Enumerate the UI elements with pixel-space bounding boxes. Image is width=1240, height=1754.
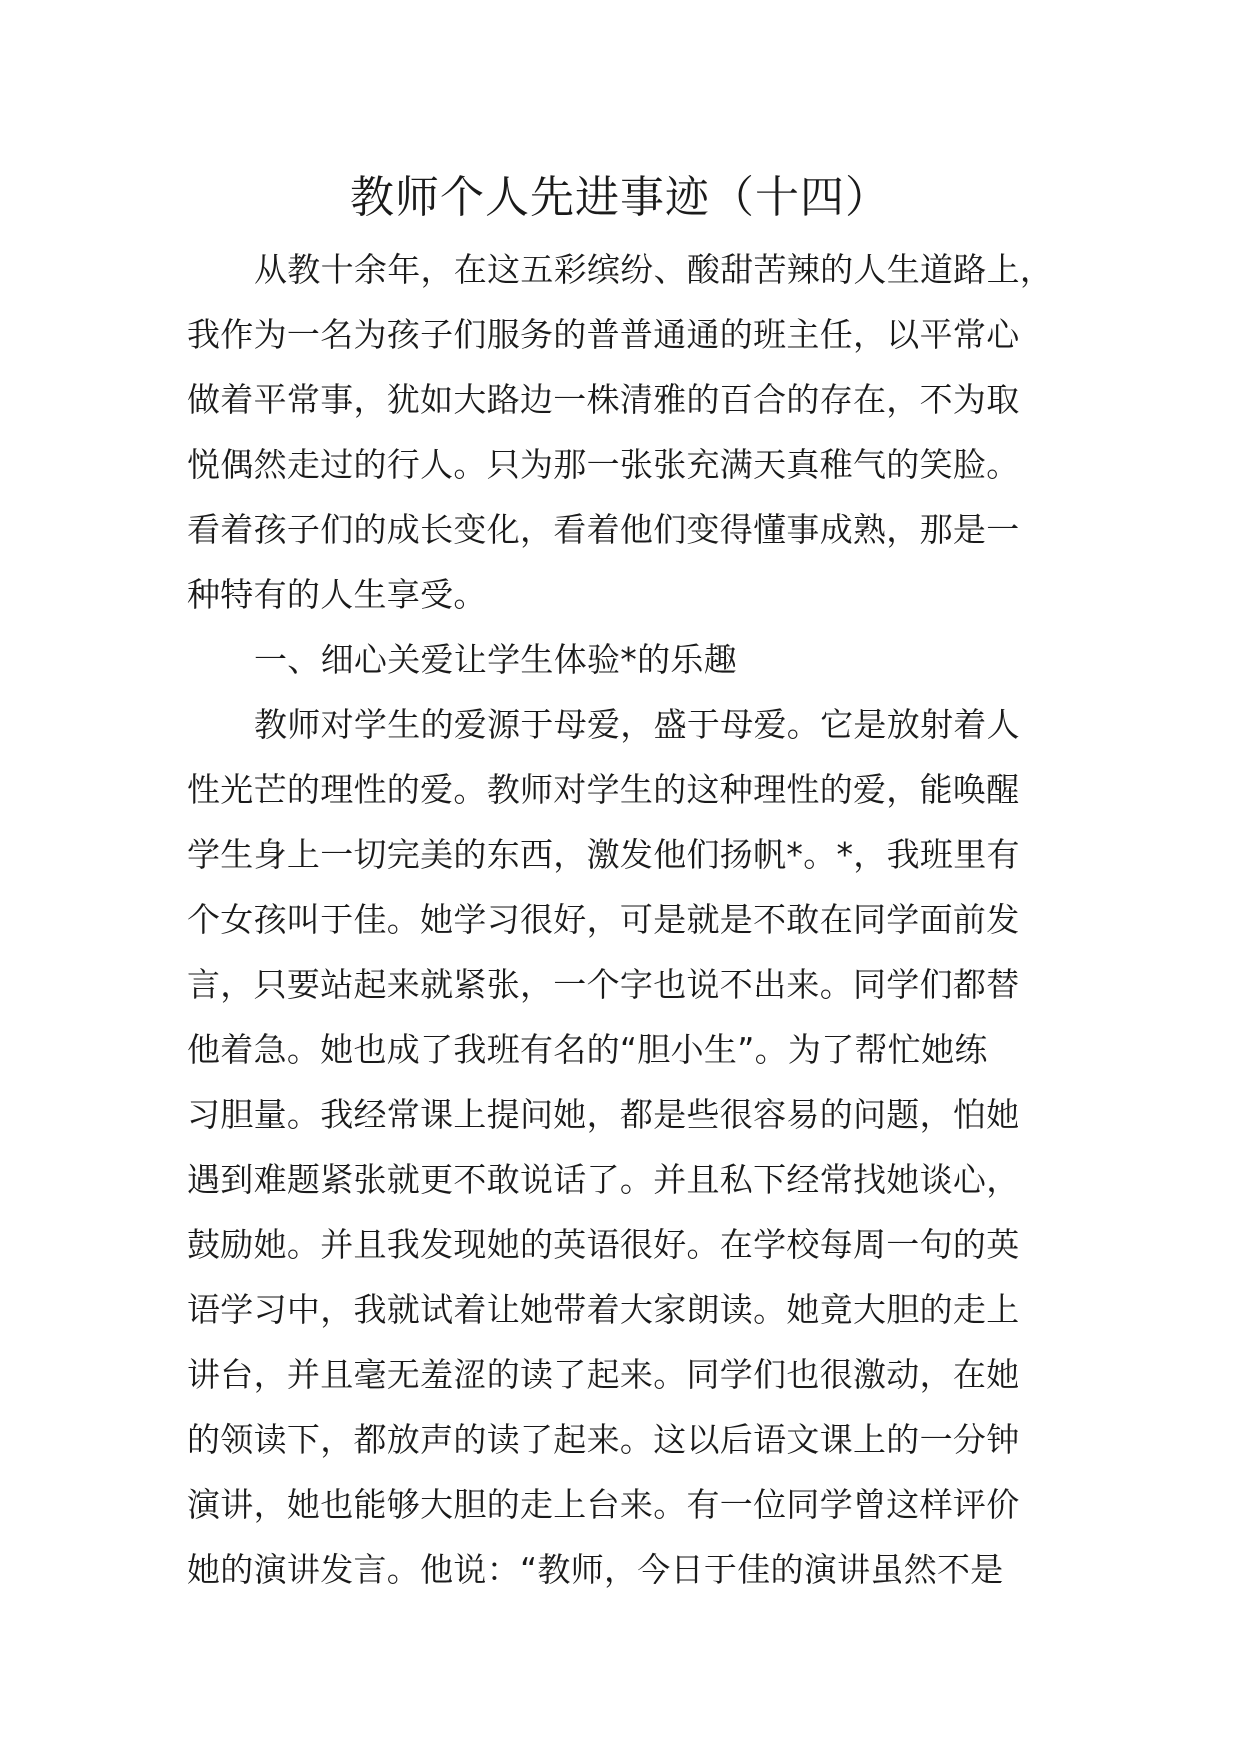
document-body [187, 237, 1057, 1602]
paragraph-line: 个女孩叫于佳。她学习很好，可是就是不敢在同学面前发 [187, 900, 1020, 939]
paragraph-line: 演讲，她也能够大胆的走上台来。有一位同学曾这样评价 [187, 1485, 1020, 1524]
section-heading [187, 627, 1057, 692]
paragraph-line: 鼓励她。并且我发现她的英语很好。在学校每周一句的英 [187, 1225, 1020, 1264]
paragraph-line: 从教十余年，在这五彩缤纷、酸甜苦辣的人生道路上， [254, 250, 1054, 289]
paragraph-intro [187, 237, 1057, 627]
paragraph-line: 他着急。她也成了我班有名的“胆小生”。为了帮忙她练 [187, 1030, 988, 1069]
section-heading-text: 一、细心关爱让学生体验*的乐趣 [254, 640, 737, 679]
paragraph-line: 她的演讲发言。他说：“教师，今日于佳的演讲虽然不是 [187, 1550, 1004, 1589]
paragraph-line: 学生身上一切完美的东西，激发他们扬帆*。*，我班里有 [187, 835, 1020, 874]
paragraph-line: 语学习中，我就试着让她带着大家朗读。她竟大胆的走上 [187, 1290, 1020, 1329]
paragraph-line: 教师对学生的爱源于母爱，盛于母爱。它是放射着人 [254, 705, 1020, 744]
paragraph-line: 讲台，并且毫无羞涩的读了起来。同学们也很激动，在她 [187, 1355, 1020, 1394]
paragraph-line: 种特有的人生享受。 [187, 575, 487, 614]
paragraph-story [187, 692, 1057, 1602]
paragraph-line: 的领读下，都放声的读了起来。这以后语文课上的一分钟 [187, 1420, 1020, 1459]
document-title: 教师个人先进事迹（十四） [350, 172, 890, 223]
paragraph-line: 我作为一名为孩子们服务的普普通通的班主任，以平常心 [187, 315, 1020, 354]
paragraph-line: 悦偶然走过的行人。只为那一张张充满天真稚气的笑脸。 [187, 445, 1020, 484]
paragraph-line: 言，只要站起来就紧张，一个字也说不出来。同学们都替 [187, 965, 1020, 1004]
paragraph-line: 看着孩子们的成长变化，看着他们变得懂事成熟，那是一 [187, 510, 1020, 549]
paragraph-line: 做着平常事，犹如大路边一株清雅的百合的存在，不为取 [187, 380, 1020, 419]
paragraph-line: 习胆量。我经常课上提问她，都是些很容易的问题，怕她 [187, 1095, 1020, 1134]
paragraph-line: 性光芒的理性的爱。教师对学生的这种理性的爱，能唤醒 [187, 770, 1020, 809]
paragraph-line: 遇到难题紧张就更不敢说话了。并且私下经常找她谈心， [187, 1160, 1020, 1199]
